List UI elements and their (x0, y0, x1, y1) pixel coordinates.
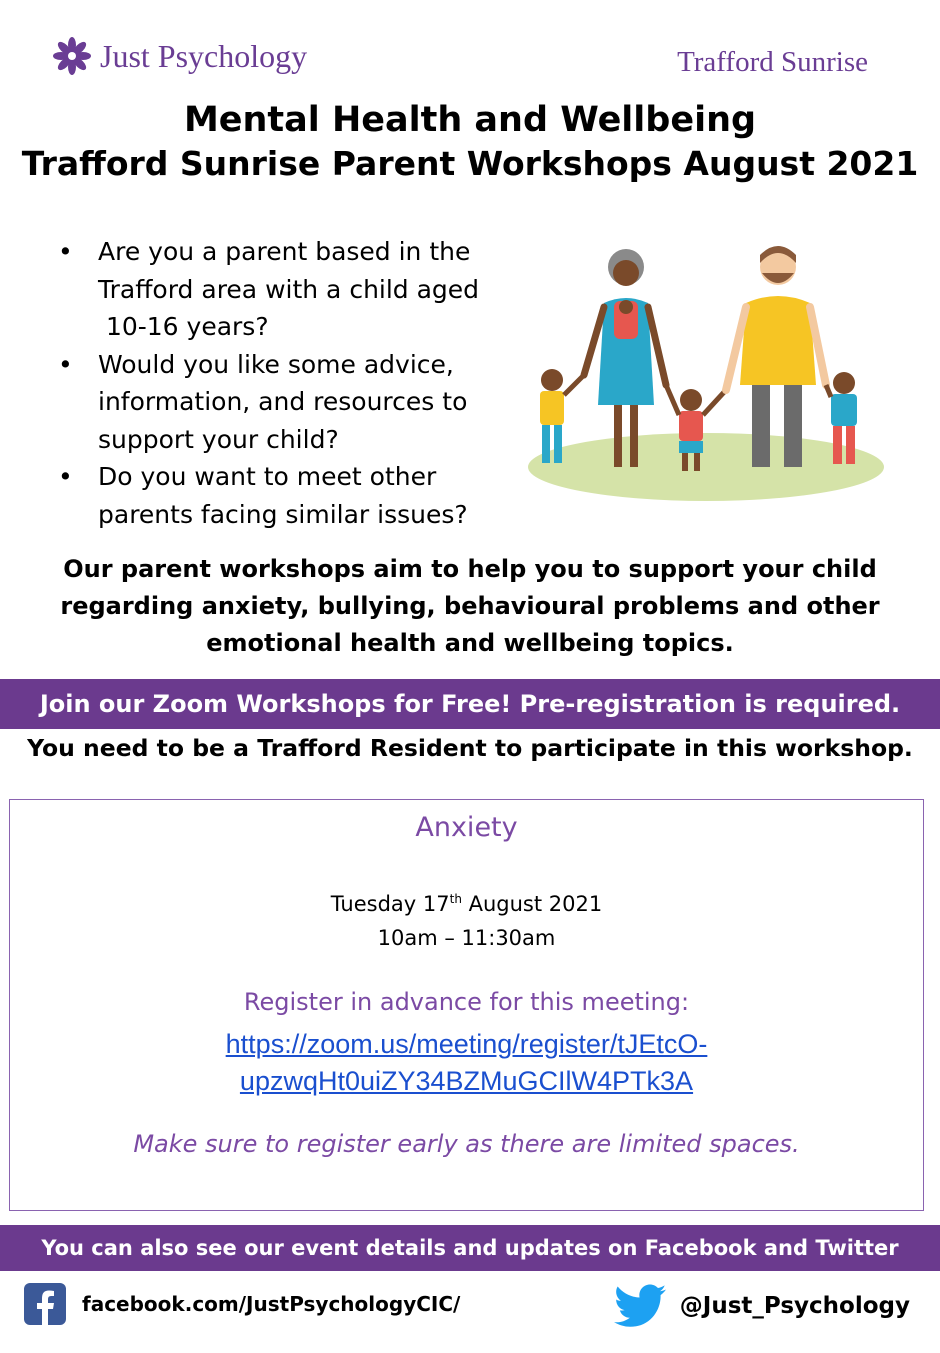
workshop-topic: Anxiety (415, 812, 518, 843)
logo-left-text: Just Psychology (100, 37, 308, 74)
register-label: Register in advance for this meeting: (243, 988, 690, 1016)
facebook-link[interactable] (24, 1283, 460, 1325)
bullet-icon: • (58, 462, 73, 491)
workshop-datetime (10, 882, 923, 955)
flower-logo-icon (52, 36, 92, 76)
workshop-time: 10am – 11:30am (377, 926, 556, 950)
just-psychology-logo (52, 36, 307, 76)
page-subtitle: Trafford Sunrise Parent Workshops August 2021 (21, 144, 919, 183)
facebook-handle[interactable]: facebook.com/JustPsychologyCIC/ (82, 1292, 461, 1316)
twitter-link[interactable] (614, 1284, 910, 1328)
list-item: • Do you want to meet other parents facing similar issues? (58, 458, 518, 533)
workshop-date: Tuesday 17th August 2021 (330, 892, 603, 916)
register-early-note: Make sure to register early as there are limited spaces. (133, 1130, 800, 1158)
registration-link[interactable]: https://zoom.us/meeting/register/tJEtcO- upzwqHt0uiZY34BZMuGCIlW4PTk3A (225, 1029, 708, 1096)
twitter-handle[interactable]: @Just_Psychology (679, 1293, 910, 1319)
list-item: • Are you a parent based in the Trafford area with a child aged 10-16 years? (58, 233, 518, 346)
join-banner: Join our Zoom Workshops for Free! Pre-registration is required. (0, 679, 940, 729)
resident-notice: You need to be a Trafford Resident to participate in this workshop. (27, 734, 913, 762)
twitter-bird-icon (614, 1284, 666, 1328)
workshop-details-box (9, 799, 924, 1211)
page-title: Mental Health and Wellbeing (183, 100, 757, 140)
bullet-icon: • (58, 237, 73, 266)
family-illustration (526, 245, 886, 505)
trafford-sunrise-logo: Trafford Sunrise (677, 46, 868, 78)
list-item: • Would you like some advice, information, and resources to support your child? (58, 346, 518, 459)
facebook-icon (24, 1283, 66, 1325)
workshop-aim: Our parent workshops aim to help you to support your child regarding anxiety, bullying, behavioural problems and other emotional health and wellbeing topics. (60, 555, 880, 657)
bullet-icon: • (58, 349, 73, 379)
question-list (58, 233, 518, 533)
social-banner: You can also see our event details and updates on Facebook and Twitter (0, 1225, 940, 1271)
